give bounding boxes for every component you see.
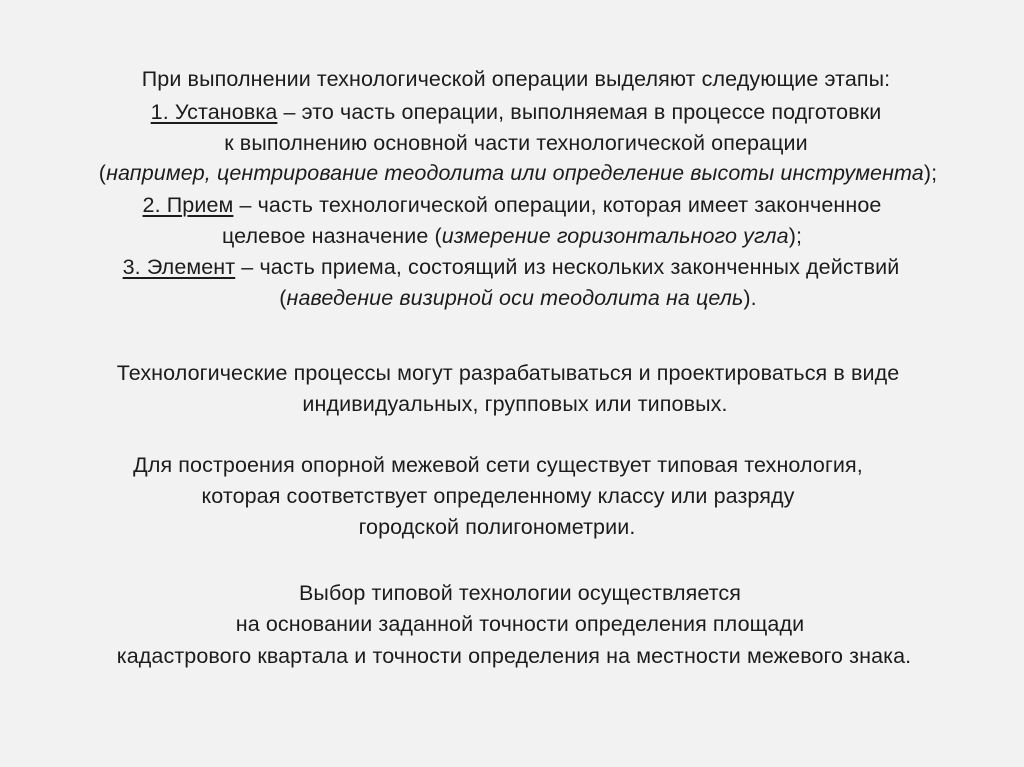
choice-line3: кадастрового квартала и точности определения на местности межевого знака. — [116, 644, 912, 668]
choice-line2: на основании заданной точности определения площади — [235, 612, 805, 636]
stage1-example-line: (например, центрирование теодолита или определение высоты инструмента); — [98, 161, 938, 185]
stage3-example-line: (наведение визирной оси теодолита на цель). — [279, 286, 757, 310]
choice-line1: Выбор типовой технологии осуществляется — [298, 581, 742, 605]
stage3-line1: 3. Элемент – часть приема, состоящий из нескольких законченных действий — [122, 255, 900, 279]
stage3-label: 3. Элемент — [122, 255, 236, 279]
stage1-example: например, центрирование теодолита или определение высоты инструмента — [106, 161, 924, 185]
stage3-example: наведение визирной оси теодолита на цель — [286, 286, 744, 310]
stage1-label: 1. Установка — [150, 100, 278, 124]
stages-intro: При выполнении технологической операции выделяют следующие этапы: — [141, 67, 891, 91]
stage1-line2: к выполнению основной части технологической операции — [224, 131, 808, 155]
processes-line1: Технологические процессы могут разрабатываться и проектироваться в виде — [116, 361, 900, 385]
network-line3: городской полигонометрии. — [358, 515, 636, 539]
stage1-line1: 1. Установка – это часть операции, выполняемая в процессе подготовки — [150, 100, 882, 124]
network-line1: Для построения опорной межевой сети существует типовая технология, — [133, 453, 863, 477]
stage2-label: 2. Прием — [142, 193, 234, 217]
network-line2: которая соответствует определенному классу или разряду — [201, 484, 795, 508]
stage2-line2: целевое назначение (измерение горизонтального угла); — [221, 224, 803, 248]
stage2-line1: 2. Прием – часть технологической операции, которая имеет законченное — [142, 193, 882, 217]
processes-line2: индивидуальных, групповых или типовых. — [302, 392, 728, 416]
stage2-example: измерение горизонтального угла — [441, 224, 789, 248]
